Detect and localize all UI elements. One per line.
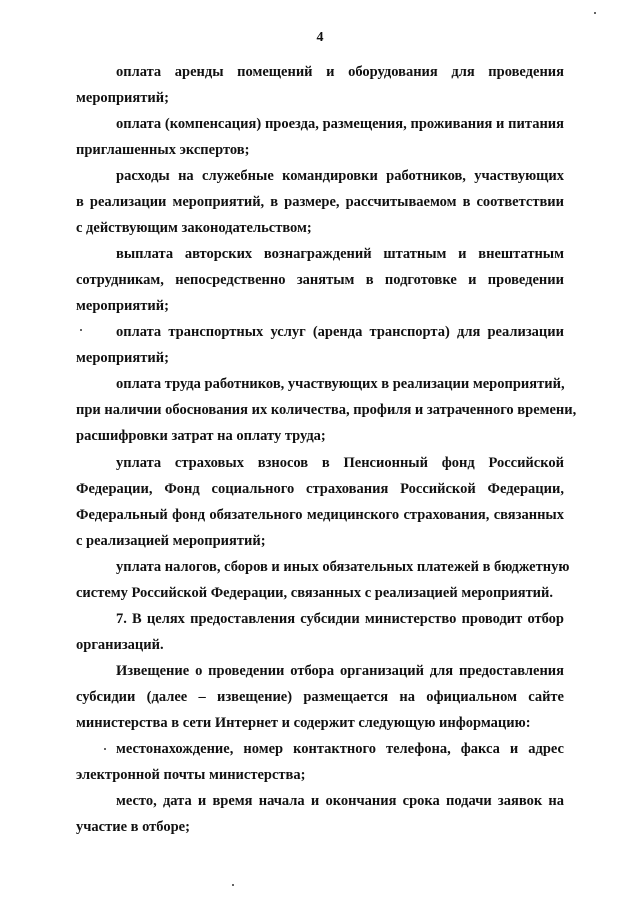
text-line: уплата страховых взносов в Пенсионный фонд Российской [116,455,564,471]
text-line: Федеральный фонд обязательного медицинского страхования, связанных [76,507,564,523]
text-line: с реализацией мероприятий; [76,533,266,549]
text-line: с действующим законодательством; [76,220,312,236]
text-line: местонахождение, номер контактного телефона, факса и адрес [116,741,564,757]
text-line: расшифровки затрат на оплату труда; [76,428,326,444]
scan-speck [232,884,234,886]
scan-speck [104,748,106,750]
text-line: участие в отборе; [76,819,190,835]
text-line: сотрудникам, непосредственно занятым в подготовке и проведении [76,272,564,288]
text-line: организаций. [76,637,164,653]
page-number: 4 [316,30,324,45]
text-line: расходы на служебные командировки работников, участвующих [116,168,564,184]
text-line: электронной почты министерства; [76,767,306,783]
scan-speck [80,329,82,331]
text-line: место, дата и время начала и окончания срока подачи заявок на [116,793,564,809]
text-line: приглашенных экспертов; [76,142,250,158]
text-line: мероприятий; [76,350,169,366]
text-line: 7. В целях предоставления субсидии министерство проводит отбор [116,611,564,627]
text-line: уплата налогов, сборов и иных обязательных платежей в бюджетную [116,559,570,575]
text-line: оплата аренды помещений и оборудования для проведения [116,64,564,80]
text-line: оплата транспортных услуг (аренда транспорта) для реализации [116,324,564,340]
text-line: выплата авторских вознаграждений штатным и внештатным [116,246,564,262]
text-line: мероприятий; [76,90,169,106]
text-line: систему Российской Федерации, связанных с реализацией мероприятий. [76,585,554,601]
text-line: в реализации мероприятий, в размере, рассчитываемом в соответствии [76,194,564,210]
text-line: министерства в сети Интернет и содержит следующую информацию: [76,715,531,731]
text-line: Извещение о проведении отбора организаций для предоставления [116,663,564,679]
scan-speck [594,12,596,14]
text-line: Федерации, Фонд социального страхования Российской Федерации, [76,481,564,497]
text-line: мероприятий; [76,298,169,314]
text-line: оплата (компенсация) проезда, размещения, проживания и питания [116,116,564,132]
text-line: при наличии обоснования их количества, профиля и затраченного времени, [76,402,577,418]
text-line: субсидии (далее – извещение) размещается на официальном сайте [76,689,564,705]
text-line: оплата труда работников, участвующих в реализации мероприятий, [116,376,565,392]
